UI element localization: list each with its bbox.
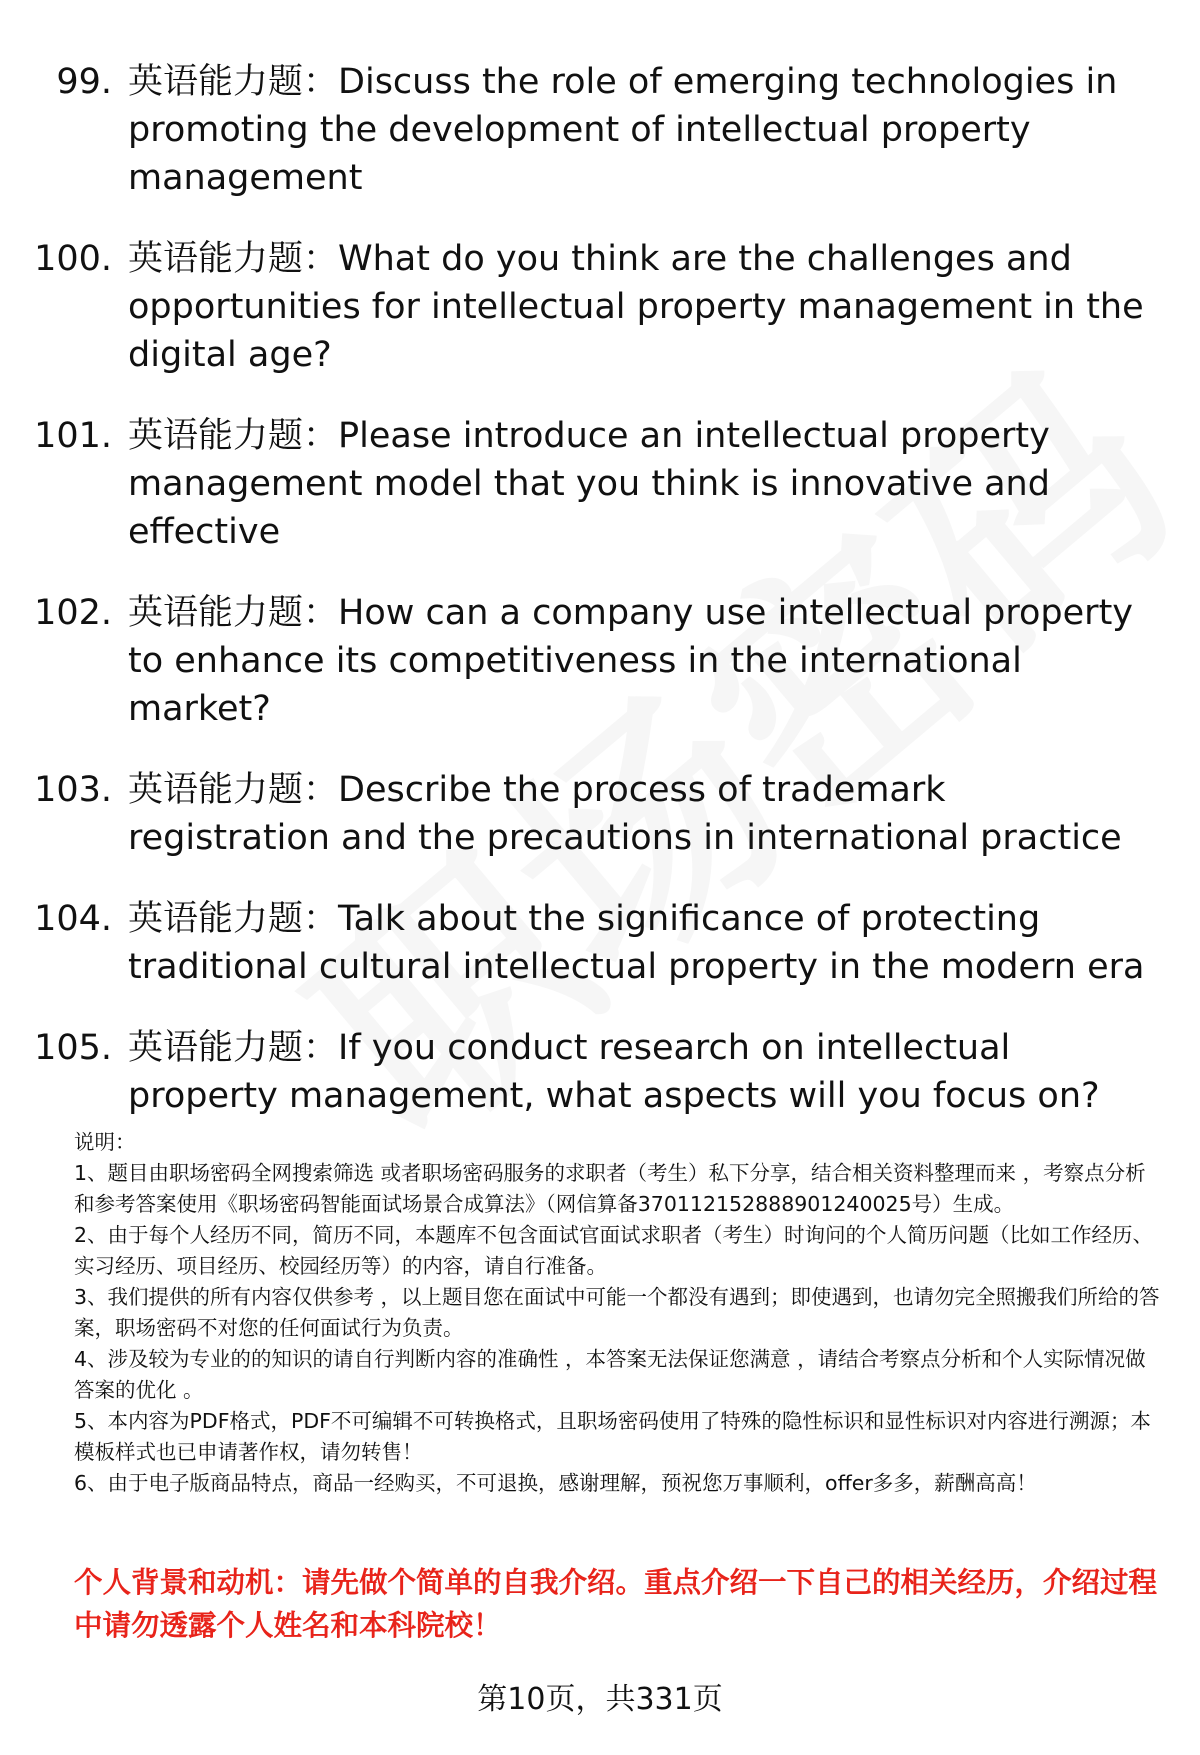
question-item — [0, 412, 1200, 556]
question-number: 105. — [34, 1028, 112, 1068]
note-item: 5、本内容为PDF格式，PDF不可编辑不可转换格式，且职场密码使用了特殊的隐性标识和显性标识对内容进行溯源；本模板样式也已申请著作权，请勿转售！ — [74, 1409, 1151, 1464]
question-text: Discuss the role of emerging technologies in promoting the development of intellectual property management — [128, 62, 1118, 198]
question-text: What do you think are the challenges and opportunities for intellectual property management in the digital age? — [128, 239, 1144, 375]
question-tag: 英语能力题： — [128, 899, 339, 939]
question-item — [0, 766, 1200, 862]
question-body — [128, 589, 1158, 733]
question-body — [128, 766, 1158, 862]
question-item — [0, 1024, 1200, 1120]
question-number: 102. — [34, 593, 112, 633]
question-tag: 英语能力题： — [128, 62, 339, 102]
question-tag: 英语能力题： — [128, 593, 339, 633]
question-item — [0, 589, 1200, 733]
question-body — [128, 235, 1158, 379]
question-number: 103. — [34, 770, 112, 810]
notes-heading: 说明： — [74, 1130, 136, 1154]
question-text: Please introduce an intellectual property management model that you think is innovative and effective — [128, 416, 1050, 552]
question-number: 99. — [56, 62, 112, 102]
question-body — [128, 1024, 1158, 1120]
question-text: If you conduct research on intellectual property management, what aspects will you focus on? — [128, 1028, 1100, 1116]
question-tag: 英语能力题： — [128, 239, 339, 279]
question-number: 104. — [34, 899, 112, 939]
question-text: How can a company use intellectual property to enhance its competitiveness in the international market? — [128, 593, 1134, 729]
question-tag: 英语能力题： — [128, 416, 339, 456]
question-text: Describe the process of trademark registration and the precautions in international practice — [128, 770, 1122, 858]
page-footer: 第10页，共331页 — [477, 1682, 723, 1717]
note-item: 2、由于每个人经历不同，简历不同，本题库不包含面试官面试求职者（考生）时询问的个人简历问题（比如工作经历、实习经历、项目经历、校园经历等）的内容，请自行准备。 — [74, 1223, 1154, 1278]
question-tag: 英语能力题： — [128, 770, 339, 810]
notes-section — [74, 1127, 1164, 1499]
question-item — [0, 235, 1200, 379]
question-text: Talk about the significance of protecting traditional cultural intellectual property in the modern era — [128, 899, 1145, 987]
self-intro-prompt: 个人背景和动机：请先做个简单的自我介绍。重点介绍一下自己的相关经历，介绍过程中请勿透露个人姓名和本科院校！ — [74, 1566, 1158, 1642]
question-body — [128, 58, 1158, 202]
note-item: 3、我们提供的所有内容仅供参考 ，以上题目您在面试中可能一个都没有遇到；即使遇到，也请勿完全照搬我们所给的答案，职场密码不对您的任何面试行为负责。 — [74, 1285, 1160, 1340]
note-item: 4、涉及较为专业的的知识的请自行判断内容的准确性 ，本答案无法保证您满意 ，请结合考察点分析和个人实际情况做答案的优化 。 — [74, 1347, 1146, 1402]
note-item: 1、题目由职场密码全网搜索筛选 或者职场密码服务的求职者（考生）私下分享，结合相关资料整理而来 ，考察点分析和参考答案使用《职场密码智能面试场景合成算法》（网信算备370112152888901240025号）生成。 — [74, 1161, 1146, 1216]
question-number: 101. — [34, 416, 112, 456]
note-item: 6、由于电子版商品特点，商品一经购买，不可退换，感谢理解，预祝您万事顺利，offer多多，薪酬高高！ — [74, 1471, 1037, 1495]
question-tag: 英语能力题： — [128, 1028, 339, 1068]
question-body — [128, 412, 1158, 556]
question-body — [128, 895, 1158, 991]
question-item — [0, 895, 1200, 991]
question-list — [0, 58, 1200, 1153]
question-number: 100. — [34, 239, 112, 279]
question-item — [0, 58, 1200, 202]
